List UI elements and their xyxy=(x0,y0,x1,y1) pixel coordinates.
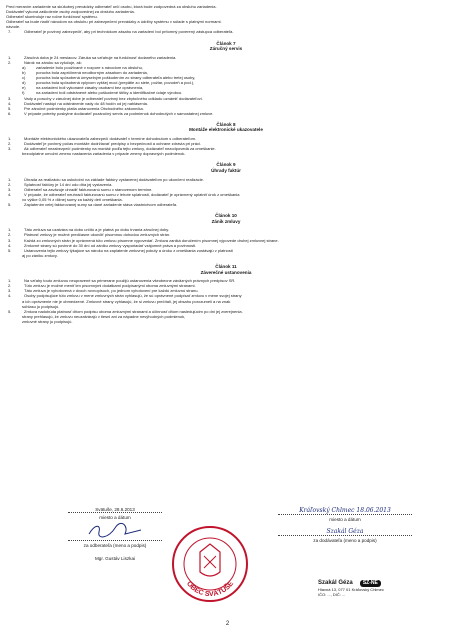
signature-dots xyxy=(278,535,412,536)
item-number: 4. xyxy=(8,242,12,248)
top-line-2: Dodávateľ vykoná zaškolenie osoby zodpovednej za obsluhu zariadenia. xyxy=(6,9,135,15)
item-number: 3. xyxy=(8,95,12,101)
article-11-title: Článok 11 xyxy=(215,263,237,269)
item-number: 2. xyxy=(8,181,12,187)
item-number: 1. xyxy=(8,136,12,142)
customer-place-label: miesto a dátum xyxy=(99,515,131,520)
top-line-3: Odberateľ skontroluje raz ročne funkčnosť systému. xyxy=(6,14,98,20)
item-text: Ak odberateľ nezabezpečí podmienky na montáž podľa tejto zmluvy, dodávateľ nezodpovedá za omeškanie. xyxy=(24,146,216,152)
item-text: Montáže elektronického ukazovateľa zabezpečí dodávateľ v termíne dohodnutom s odberateľom. xyxy=(24,136,197,142)
customer-signature-icon xyxy=(85,522,145,540)
item-text: Pre záručné podmienky platia ustanovenia Obchodného zákonníka. xyxy=(24,105,144,111)
item-number: 4. xyxy=(8,191,12,197)
item-number: 2. xyxy=(8,283,12,289)
item-number: 3. xyxy=(8,288,12,294)
supplier-company-stamp xyxy=(318,580,448,597)
customer-role: za odberateľa (meno a podpis) xyxy=(83,543,147,548)
item-text: Ustanovenia tejto zmluvy týkajúce sa nároku na zaplatenie zmluvnej pokuty a úroku z omeškania zostávajú v platnosti xyxy=(24,247,233,253)
item-text: Zmluvné strany sú povinné do 30 dní od zániku zmluvy vysporiadať vzájomné práva a povinnosti. xyxy=(24,242,197,248)
place-dots xyxy=(278,514,412,515)
subitem-text: porucha bola spôsobená vplyvom vyššej moci (prepätie zo siete, požiar, povodeň a pod.), xyxy=(36,80,195,86)
article-9-title: Článok 9 xyxy=(216,162,236,168)
item-number: 3. xyxy=(8,186,12,192)
item-text: Túto zmluvu je možné meniť len písomnými dodatkami podpísanými oboma zmluvnými stranami. xyxy=(24,283,196,289)
item-text: V prípade potreby poskytne dodávateľ pozáručný servis za podmienok dohodnutých v samostatnej zmluve. xyxy=(24,110,214,116)
article-7-item xyxy=(6,111,446,116)
item-text: Zaplatením celej fakturovanej sumy sa dané zariadenie stáva vlastníctvom odberateľa. xyxy=(24,202,178,208)
supplier-signature-block xyxy=(270,507,420,543)
item-number: 1. xyxy=(8,227,12,233)
item-text: Odberateľ je povinný zabezpečiť, aby pri technickom zásahu na zariadení bol prítomný poverený zástupca odberateľa. xyxy=(24,29,234,35)
item-number: 3. xyxy=(8,237,12,243)
item-text: Nárok na záruku sa vylučuje, ak: xyxy=(24,59,82,65)
supplier-signature: Szakál Géza xyxy=(326,528,364,535)
item-number: 4. xyxy=(8,293,12,299)
article-11-continuation: súhlasu ju podpisujú. xyxy=(22,303,60,309)
item-number: 2. xyxy=(8,141,12,147)
item-number: 4. xyxy=(8,100,12,106)
subitem-text: porucha bola spôsobená úmyselným poškodením zo strany odberateľa alebo tretej osoby, xyxy=(36,75,196,81)
item-number: 1. xyxy=(8,54,12,60)
item-number: 7. xyxy=(8,29,12,35)
article-9-subtitle: Úhrady faktúr xyxy=(211,168,241,174)
item-number: 1. xyxy=(8,278,12,284)
item-text: Táto zmluva je vyhotovená v dvoch rovnopisoch, po jednom vyhotovení pre každú zmluvnú stranu. xyxy=(24,288,199,294)
item-text: Splatnosť faktúry je 14 dní odo dňa jej vystavenia. xyxy=(24,181,113,187)
subitem-letter: f) xyxy=(22,90,25,96)
article-11-continuation: zmluvné strany ju podpisujú. xyxy=(22,318,73,324)
customer-place-date: Svätuše, 28.6.2013 xyxy=(95,507,135,512)
signature-dots xyxy=(68,540,162,541)
subitem-letter: c) xyxy=(22,75,26,81)
article-8-title: Článok 8 xyxy=(216,121,236,127)
supplier-place-label: miesto a dátum xyxy=(329,517,361,522)
company-name: Szakál Géza xyxy=(318,580,353,586)
item-number: 5. xyxy=(8,202,12,208)
item-text: Úhrada za realizáciu sa uskutoční na základe faktúry vystavenej dodávateľom po ukončení realizácie. xyxy=(24,176,204,182)
item-text: Odberateľ sa zaväzuje uhradiť fakturovanú sumu v stanovenom termíne. xyxy=(24,186,153,192)
top-line-5: návode. xyxy=(6,24,21,30)
stamp-ring-text: OBEC SVÄTUŠE xyxy=(184,580,236,599)
item-text: Platnosť zmluvy je možné predčasne ukončiť písomnou dohodou zmluvných strán. xyxy=(24,232,171,238)
item-number: 2. xyxy=(8,232,12,238)
customer-name: Mgr. Gustáv Liszkai xyxy=(94,556,136,561)
place-dots xyxy=(68,512,162,513)
item-text: Na vzťahy touto zmluvou neupravené sa primerane použijú ustanovenia všeobecne záväzných právnych predpisov SR. xyxy=(24,278,236,284)
item-text: Táto zmluva sa uzatvára na dobu určitú a je platná po dobu trvania záručnej doby. xyxy=(24,227,170,233)
contract-text xyxy=(6,4,446,324)
item-number: 3. xyxy=(8,146,12,152)
item-number: 5. xyxy=(8,105,12,111)
item-number: 5. xyxy=(8,247,12,253)
supplier-role: za dodávateľa (meno a podpis) xyxy=(313,538,377,543)
item-number: 6. xyxy=(8,110,12,116)
article-10-continuation: aj po zániku zmluvy. xyxy=(22,252,58,258)
top-line-1: Pred meraním zariadenie sa skúšobný prevádzky odberateľ určí osobu, ktorá bude zodpovedná za obsluhu zariadenia. xyxy=(6,4,217,9)
article-11-continuation: a ich oprávnenie nie je obmedzené. Zmluvné strany vyhlasujú, že si zmluvu prečítali, jej obsahu porozumeli a na znak xyxy=(22,298,231,304)
item-text: Záručná doba je 24 mesiacov. Záruka sa vzťahuje na funkčnosť dodaného zariadenia. xyxy=(24,54,177,60)
item-text: Zmluva nadobúda platnosť dňom podpisu oboma zmluvnými stranami a účinnosť dňom nasledujúcim po dni jej zverejnenia. xyxy=(24,308,243,314)
item-text: Dodávateľ je povinný počas montáže dodržiavať predpisy o bezpečnosti a ochrane zdravia pri práci. xyxy=(24,141,201,147)
company-logo-icon: SZ-NE xyxy=(360,580,381,587)
article-11-continuation: strany prehlasujú, že zmluvu neuzatvárajú v tiesni ani za nápadne nevýhodných podmienok, xyxy=(22,313,186,319)
article-8-continuation: bezodplatne umožní zmenu nastavenia zariadenia v prípade zmeny dopravných podmienok. xyxy=(22,151,186,157)
item-text: Dodávateľ nastúpi na odstránenie vady do 48 hodín od jej nahlásenia. xyxy=(24,100,148,106)
municipality-stamp-icon xyxy=(170,524,250,604)
article-10-subtitle: Zánik zmluvy xyxy=(211,218,241,224)
customer-signature-block xyxy=(60,507,170,561)
company-ids: IČO: ..., DIČ: ... xyxy=(318,592,346,597)
article-9-continuation: vo výške 0,05 % z dlžnej sumy za každý deň omeškania. xyxy=(22,197,123,202)
supplier-place-date: Kráľovský Chlmec 18.06.2013 xyxy=(299,507,391,514)
article-7-subtitle: Záručný servis xyxy=(209,46,243,52)
company-address: Hlavná 13, 077 01 Kráľovský Chlmec xyxy=(318,587,384,592)
page-number: 2 xyxy=(225,621,230,627)
item-text: V prípade, že odberateľ neuhradí fakturovanú sumu v lehote splatnosti, dodávateľ je oprávnený uplatniť úrok z omeškania xyxy=(24,191,240,197)
item-number: 2. xyxy=(8,59,12,65)
subitem-text: zariadenie bolo používané v rozpore s návodom na obsluhu, xyxy=(36,64,143,70)
article-10-title: Článok 10 xyxy=(215,213,237,219)
subitem-text: na zariadení boli vykonané zásahy osobami bez oprávnenia, xyxy=(36,85,144,91)
subitem-letter: d) xyxy=(22,80,26,86)
item-text: Každá zo zmluvných strán je oprávnená túto zmluvu písomne vypovedať. Zmluva zaniká doručením písomnej výpovede druhej zmluvnej strane. xyxy=(24,237,279,243)
item-text: Osoby podpisujúce túto zmluvu v mene zmluvných strán vyhlasujú, že sú oprávnené podpísať zmluvu v mene svojej strany xyxy=(24,293,242,299)
subitem-letter: a) xyxy=(22,64,26,70)
item-number: 1. xyxy=(8,176,12,182)
subitem-text: na zariadení boli odstránené alebo poškodené štítky a identifikačné údaje výrobcu. xyxy=(36,90,183,96)
subitem-letter: b) xyxy=(22,70,26,76)
top-item-7 xyxy=(6,29,446,34)
article-11-subtitle: Záverečné ustanovenia xyxy=(200,269,252,275)
item-number: 5. xyxy=(8,308,12,314)
article-9-item xyxy=(6,202,446,207)
article-7-title: Článok 7 xyxy=(216,40,236,46)
item-text: Vady a poruchy v záručnej dobe je odberateľ povinný bez zbytočného odkladu oznámiť dodávateľovi. xyxy=(24,95,203,101)
subitem-text: porucha bola zapríčinená neodborným zásahom do zariadenia, xyxy=(36,70,148,76)
top-line-4: Odberateľ sa bude riadiť návodom na obsluhu pri zabezpečení prevádzky a údržby systému v súlade s platnými normami. xyxy=(6,19,222,25)
article-8-subtitle: Montáže elektronické ukazovatele xyxy=(189,127,263,133)
subitem-letter: e) xyxy=(22,85,26,91)
